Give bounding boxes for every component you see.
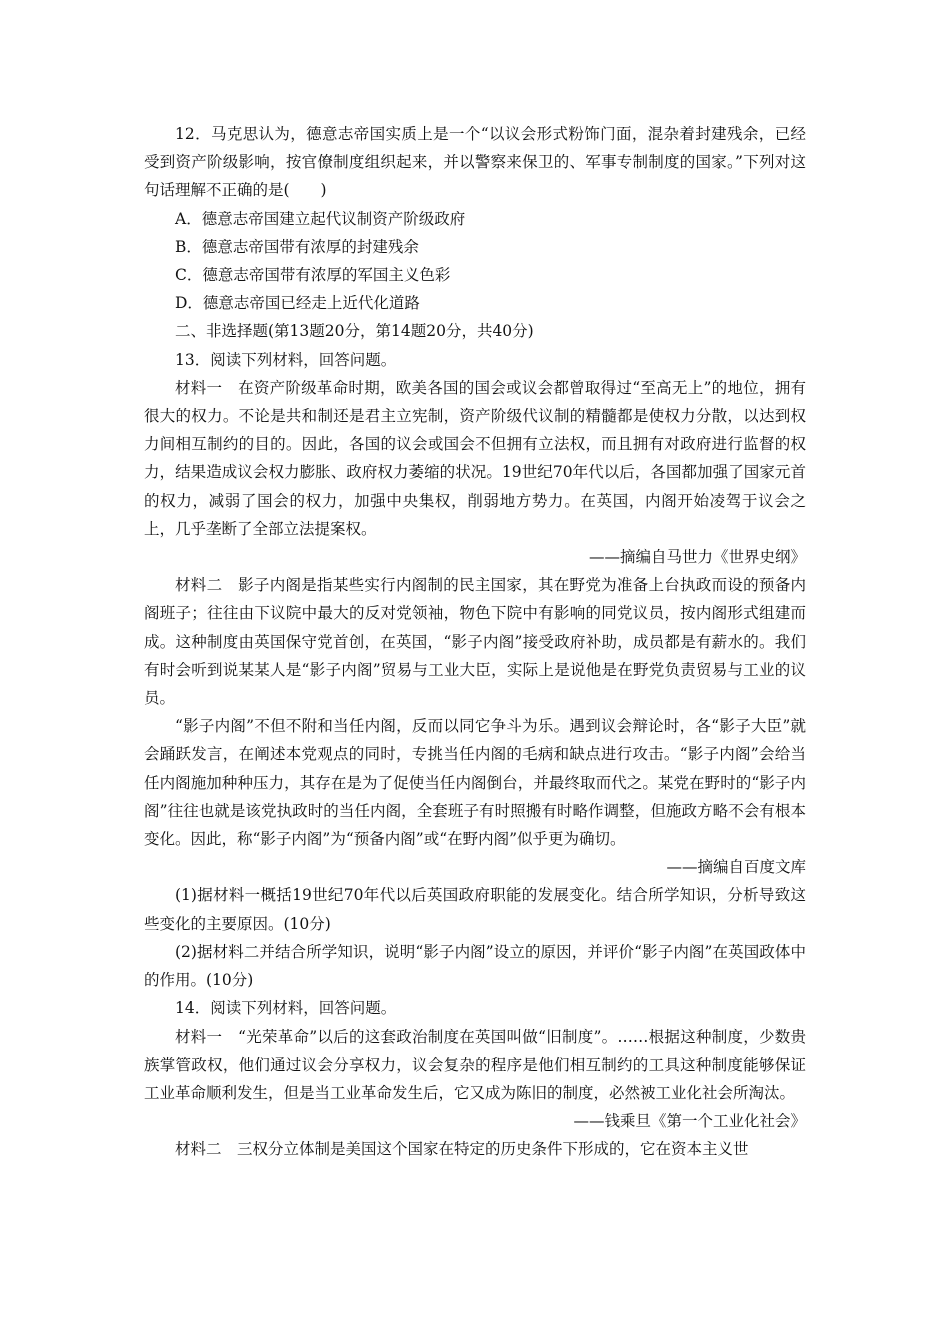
question-14-material-1: 材料一 “光荣革命”以后的这套政治制度在英国叫做“旧制度”。……根据这种制度，少数贵族掌管政权，他们通过议会分享权力，议会复杂的程序是他们相互制约的工具这种制度能够保证工业革命顺利发生，但是当工业革命发生后，它又成为陈旧的制度，必然被工业化社会所淘汰。 — [144, 1027, 806, 1102]
question-13-material-2-para-2: “影子内阁”不但不附和当任内阁，反而以同它争斗为乐。遇到议会辩论时，各“影子大臣”就会踊跃发言，在阐述本党观点的同时，专挑当任内阁的毛病和缺点进行攻击。“影子内阁”会给当任内阁施加种种压力，其存在是为了促使当任内阁倒台，并最终取而代之。某党在野时的“影子内阁”往往也就是该党执政时的当任内阁，全套班子有时照搬有时略作调整，但施政方略不会有根本变化。因此，称“影子内阁”为“预备内阁”或“在野内阁”似乎更为确切。 — [144, 717, 806, 849]
question-13-material-1-source: ——摘编自马世力《世界史纲》 — [588, 548, 806, 567]
question-13-sub-1: (1)据材料一概括19世纪70年代以后英国政府职能的发展变化。结合所学知识，分析导致这些变化的主要原因。(10分) — [144, 886, 806, 933]
question-14-intro: 14．阅读下列材料，回答问题。 — [175, 999, 397, 1018]
question-13-material-2-source: ——摘编自百度文库 — [666, 858, 806, 877]
question-13-material-2-para-1: 材料二 影子内阁是指某些实行内阁制的民主国家，其在野党为准备上台执政而设的预备内阁班子；往往由下议院中最大的反对党领袖，物色下院中有影响的同党议员，按内阁形式组建而成。这种制度由英国保守党首创，在英国，“影子内阁”接受政府补助，成员都是有薪水的。我们有时会听到说某某人是“影子内阁”贸易与工业大臣，实际上是说他是在野党负责贸易与工业的议员。 — [144, 576, 806, 708]
question-12-option-a: A．德意志帝国建立起代议制资产阶级政府 — [175, 209, 466, 228]
question-12-option-b: B．德意志帝国带有浓厚的封建残余 — [175, 237, 419, 256]
question-12-stem: 12．马克思认为，德意志帝国实质上是一个“以议会形式粉饰门面，混杂着封建残余，已经受到资产阶级影响，按官僚制度组织起来，并以警察来保卫的、军事专制制度的国家。”下列对这句话理解不正确的是( ) — [144, 125, 806, 200]
question-12-option-d: D．德意志帝国已经走上近代化道路 — [175, 294, 420, 313]
question-13-intro: 13．阅读下列材料，回答问题。 — [175, 350, 397, 369]
section-heading: 二、非选择题(第13题20分，第14题20分，共40分) — [175, 322, 534, 341]
question-12-option-c: C．德意志帝国带有浓厚的军国主义色彩 — [175, 266, 451, 285]
question-13-material-1: 材料一 在资产阶级革命时期，欧美各国的国会或议会都曾取得过“至高无上”的地位，拥有很大的权力。不论是共和制还是君主立宪制，资产阶级代议制的精髓都是使权力分散，以达到权力间相互制约的目的。因此，各国的议会或国会不但拥有立法权，而且拥有对政府进行监督的权力，结果造成议会权力膨胀、政府权力萎缩的状况。19世纪70年代以后，各国都加强了国家元首的权力，减弱了国会的权力，加强中央集权，削弱地方势力。在英国，内阁开始凌驾于议会之上，几乎垄断了全部立法提案权。 — [144, 378, 806, 538]
document-page — [144, 120, 806, 1164]
question-14-material-2: 材料二 三权分立体制是美国这个国家在特定的历史条件下形成的，它在资本主义世 — [175, 1140, 749, 1159]
question-13-sub-2: (2)据材料二并结合所学知识，说明“影子内阁”设立的原因，并评价“影子内阁”在英国政体中的作用。(10分) — [144, 942, 806, 990]
question-14-material-1-source: ——钱乘旦《第一个工业化社会》 — [573, 1112, 806, 1131]
